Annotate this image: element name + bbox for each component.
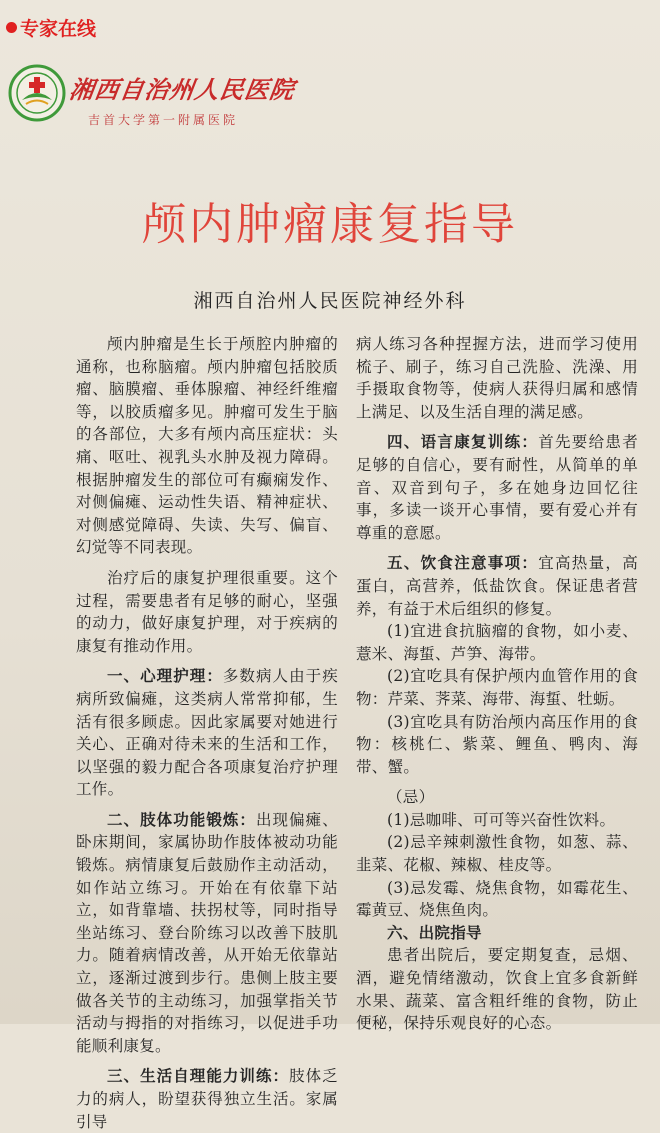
section-paragraph	[76, 665, 338, 801]
diet-item: (1)忌咖啡、可可等兴奋性饮料。	[387, 810, 616, 829]
section-heading-text: 六、出院指导	[387, 922, 482, 942]
section-text: 出现偏瘫、卧床期间，家属协助作肢体被动功能锻炼。病情康复后鼓励作主动活动，如作站立练习。开始在有依靠下站立，如背靠墙、扶拐杖等，同时指导坐站练习、登台阶练习以改善下肢肌力。随着病情改善，从开始无依靠站立，逐渐过渡到步行。患侧上肢主要做各关节的主动练习，加强掌指关节活动与拇指的对指练习，以促进手功能顺利康复。	[76, 810, 338, 1055]
left-column	[76, 333, 338, 1133]
section-paragraph	[76, 809, 338, 1058]
section-paragraph	[76, 1065, 338, 1133]
section-text: 多数病人由于疾病所致偏瘫，这类病人常常抑郁，生活有很多顾虑。因此家属要对她进行关心、正确对待未来的生活和工作，以坚强的毅力配合各项康复治疗护理工作。	[76, 667, 338, 799]
diet-item: (3)宜吃具有防治颅内高压作用的食物：核桃仁、紫菜、鲤鱼、鸭肉、海带、蟹。	[356, 712, 638, 776]
diet-item: (2)忌辛辣刺激性食物，如葱、蒜、韭菜、花椒、辣椒、桂皮等。	[356, 833, 638, 875]
column-tag-label: 专家在线	[20, 18, 97, 40]
section-text: 首先要给患者足够的自信心，要有耐性，从简单的单音、双音到句子，多在她身边回忆往事，多读一谈开心事情，要有爱心并有尊重的意愿。	[356, 433, 638, 542]
hospital-subtitle: 吉首大学第一附属医院	[88, 113, 239, 127]
continued-paragraph: 病人练习各种捏握方法，进而学习使用梳子、刷子，练习自己洗脸、洗澡、用手摄取食物等，使病人获得归属和感情上满足、以及生活自理的满足感。	[356, 335, 638, 421]
section-heading: 四、语言康复训练：	[387, 432, 539, 452]
article-title: 颅内肿瘤康复指导	[142, 199, 518, 250]
right-column	[356, 333, 638, 1035]
section-text: 肢体乏力的病人，盼望获得独立生活。家属引导	[76, 1067, 338, 1131]
diet-item: (1)宜进食抗脑瘤的食物，如小麦、薏米、海蜇、芦笋、海带。	[356, 622, 638, 663]
section-heading: 一、心理护理：	[107, 666, 223, 686]
section-text: 患者出院后，要定期复查，忌烟、酒，避免情绪激动，饮食上宜多食新鲜水果、蔬菜、富含粗纤维的食物，防止便秘，保持乐观良好的心态。	[356, 946, 638, 1033]
article-department: 湘西自治州人民医院神经外科	[193, 290, 467, 312]
intro-paragraph: 颅内肿瘤是生长于颅腔内肿瘤的通称，也称脑瘤。颅内肿瘤包括胶质瘤、脑膜瘤、垂体腺瘤、神经纤维瘤等，以胶质瘤多见。肿瘤可发生于脑的各部位，大多有颅内高压症状：头痛、呕吐、视乳头水肿及视力障碍。根据肿瘤发生的部位可有癫痫发作、对侧偏瘫、运动性失语、精神症状、对侧感觉障碍、失读、失写、偏盲、幻觉等不同表现。	[76, 335, 338, 557]
section-heading: 三、生活自理能力训练：	[107, 1066, 290, 1086]
diet-item: (3)忌发霉、烧焦食物，如霉花生、霉黄豆、烧焦鱼肉。	[356, 878, 638, 920]
section-text: 宜高热量，高蛋白，高营养，低盐饮食。保证患者营养，有益于术后组织的修复。	[356, 554, 638, 618]
section-paragraph	[356, 552, 638, 620]
diet-avoid-heading: （忌）	[387, 788, 435, 807]
bullet-dot	[6, 22, 17, 33]
diet-item: (2)宜吃具有保护颅内血管作用的食物：芹菜、荠菜、海带、海蜇、牡蛎。	[356, 667, 638, 708]
section-heading: 五、饮食注意事项：	[387, 553, 539, 573]
hospital-logo-icon	[8, 64, 66, 122]
intro-paragraph: 治疗后的康复护理很重要。这个过程，需要患者有足够的耐心，坚强的动力，做好康复护理，对于疾病的康复有推动作用。	[76, 568, 338, 655]
hospital-name: 湘西自治州人民医院	[67, 75, 297, 104]
section-paragraph	[356, 431, 638, 544]
column-tag	[6, 14, 96, 41]
section-heading	[356, 922, 638, 945]
section-heading: 二、肢体功能锻炼：	[107, 809, 256, 829]
